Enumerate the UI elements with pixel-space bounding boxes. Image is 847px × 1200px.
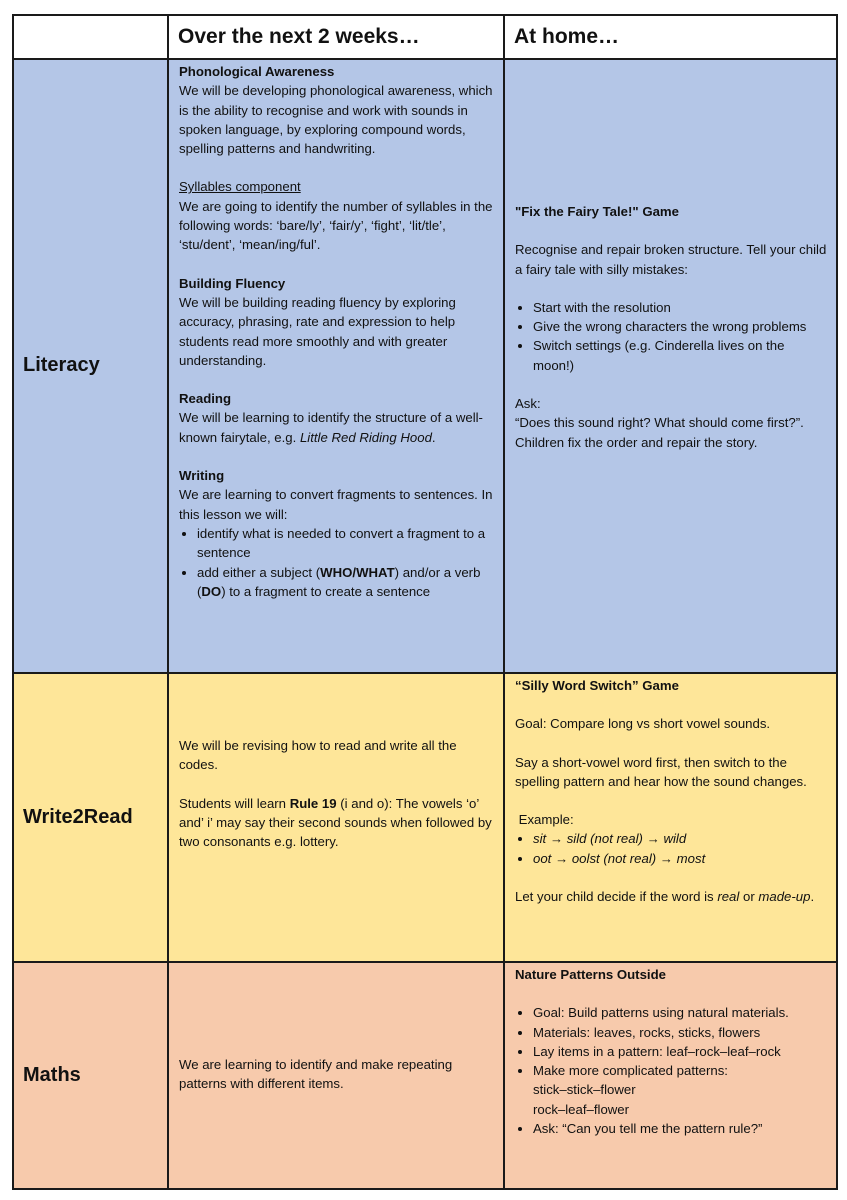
write2read-text-2: Students will learn Rule 19 (i and o): The vowels ‘o’ and’ i’ may say their second sounds when followed by two consonants e.g. lottery. bbox=[179, 795, 492, 850]
silly-word-game-title: “Silly Word Switch” Game bbox=[515, 678, 679, 693]
phonological-text: We will be developing phonological awareness, which is the ability to recognise and work with sounds in spoken language, by exploring compound words, spelling patterns and handwriting. bbox=[179, 83, 493, 157]
header-blank-cell bbox=[13, 15, 168, 59]
nature-patterns-title: Nature Patterns Outside bbox=[515, 967, 666, 982]
fairy-tale-list bbox=[515, 298, 828, 375]
fairy-tale-intro: Recognise and repair broken structure. Tell your child a fairy tale with silly mistakes: bbox=[515, 242, 827, 277]
maths-plan-cell bbox=[168, 962, 504, 1189]
list-item: • sit → sild (not real) → wild bbox=[533, 829, 828, 848]
write2read-plan-cell bbox=[168, 673, 504, 962]
list-item: • add either a subject (WHO/WHAT) and/or a verb (DO) to a fragment to create a sentence bbox=[197, 563, 495, 602]
nature-patterns-list bbox=[515, 1003, 828, 1138]
silly-word-closing: Let your child decide if the word is real or made-up. bbox=[515, 889, 815, 905]
subject-literacy: Literacy bbox=[13, 59, 168, 673]
list-item: • oot → oolst (not real) → most bbox=[533, 849, 828, 868]
writing-list bbox=[179, 524, 495, 601]
header-row bbox=[13, 15, 837, 59]
list-item: • Lay items in a pattern: leaf–rock–leaf–rock bbox=[533, 1042, 828, 1061]
literacy-row bbox=[13, 59, 837, 673]
silly-word-goal: Goal: Compare long vs short vowel sounds. bbox=[515, 716, 771, 732]
write2read-text-1: We will be revising how to read and write all the codes. bbox=[179, 738, 457, 773]
header-at-home: At home… bbox=[504, 15, 837, 59]
fairy-tale-game-title: "Fix the Fairy Tale!" Game bbox=[515, 204, 679, 219]
list-item: • Ask: “Can you tell me the pattern rule?” bbox=[533, 1119, 828, 1138]
fluency-text: We will be building reading fluency by exploring accuracy, phrasing, rate and expression to help students read more smoothly and with greater understanding. bbox=[179, 294, 456, 368]
fluency-heading: Building Fluency bbox=[179, 275, 286, 291]
header-next-2-weeks: Over the next 2 weeks… bbox=[168, 15, 504, 59]
maths-plan-text: We are learning to identify and make repeating patterns with different items. bbox=[179, 1057, 453, 1092]
list-item: • Start with the resolution bbox=[533, 298, 828, 317]
syllables-text: We are going to identify the number of syllables in the following words: ‘bare/ly’, ‘fair/y’, ‘fight’, ‘lit/tle’, ‘stu/dent’, ‘mean/ing/ful’. bbox=[179, 198, 493, 253]
list-item: • Materials: leaves, rocks, sticks, flowers bbox=[533, 1023, 828, 1042]
list-item: • identify what is needed to convert a fragment to a sentence bbox=[197, 524, 495, 563]
syllables-heading: Syllables component bbox=[179, 179, 301, 195]
reading-heading: Reading bbox=[179, 391, 232, 407]
writing-text: We are learning to convert fragments to sentences. In this lesson we will: bbox=[179, 487, 493, 522]
writing-heading: Writing bbox=[179, 468, 225, 484]
list-item: • Goal: Build patterns using natural materials. bbox=[533, 1003, 828, 1022]
list-item: • Switch settings (e.g. Cinderella lives on the moon!) bbox=[533, 336, 828, 375]
reading-example: Little Red Riding Hood bbox=[299, 429, 432, 445]
weekly-learning-table bbox=[12, 14, 838, 1190]
write2read-row bbox=[13, 673, 837, 962]
maths-home-cell bbox=[504, 962, 837, 1189]
list-item: • Give the wrong characters the wrong problems bbox=[533, 317, 828, 336]
example-label: Example: bbox=[515, 812, 574, 828]
example-list bbox=[515, 829, 828, 868]
ask-label: Ask: bbox=[515, 396, 541, 412]
literacy-plan-cell bbox=[168, 59, 504, 673]
ask-text: “Does this sound right? What should come first?”. bbox=[515, 415, 804, 431]
phonological-heading: Phonological Awareness bbox=[179, 64, 335, 79]
fairy-tale-closing: Children fix the order and repair the story. bbox=[515, 434, 758, 450]
list-item: • Make more complicated patterns: stick–stick–flower rock–leaf–flower bbox=[533, 1061, 828, 1119]
silly-word-instructions: Say a short-vowel word first, then switch to the spelling pattern and hear how the sound changes. bbox=[515, 754, 807, 789]
maths-row bbox=[13, 962, 837, 1189]
write2read-home-cell bbox=[504, 673, 837, 962]
reading-text: We will be learning to identify the structure of a well-known fairytale, e.g. Little Red Riding Hood. bbox=[179, 410, 483, 445]
subject-write2read: Write2Read bbox=[13, 673, 168, 962]
literacy-home-cell bbox=[504, 59, 837, 673]
subject-maths: Maths bbox=[13, 962, 168, 1189]
